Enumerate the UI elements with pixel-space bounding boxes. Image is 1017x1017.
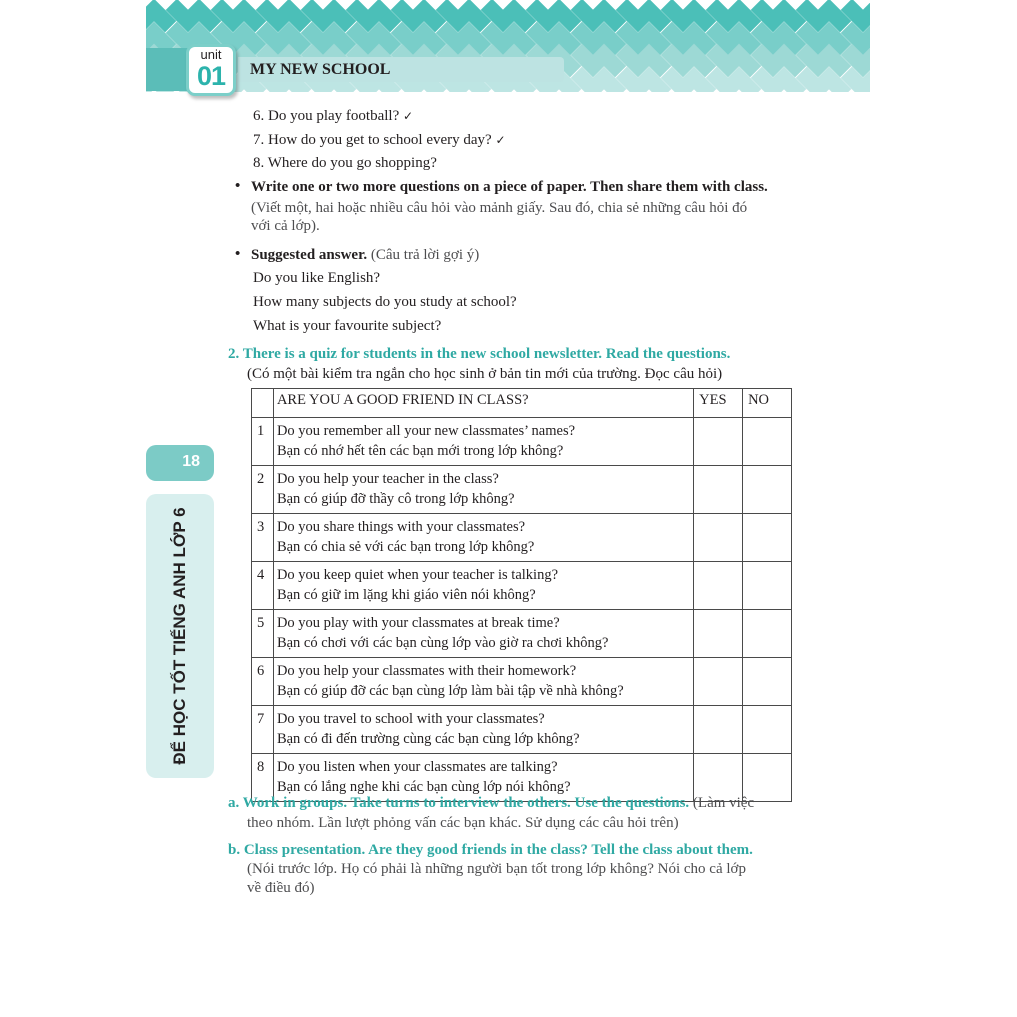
book-title-tab bbox=[146, 494, 214, 778]
no-answer-cell[interactable] bbox=[743, 658, 792, 706]
check-icon: ✓ bbox=[402, 109, 414, 123]
row-number: 3 bbox=[252, 514, 274, 562]
unit-title-bar bbox=[238, 57, 564, 82]
question-text: 8. Where do you go shopping? bbox=[253, 155, 437, 171]
page-number: 18 bbox=[182, 453, 200, 470]
suggested-translation: (Câu trả lời gợi ý) bbox=[370, 247, 480, 263]
row-number: 8 bbox=[252, 754, 274, 802]
row-question bbox=[273, 514, 693, 562]
question-en: Do you listen when your classmates are talking? bbox=[276, 759, 558, 775]
question-en: Do you keep quiet when your teacher is talking? bbox=[276, 567, 559, 583]
question-en: Do you help your classmates with their homework? bbox=[276, 663, 577, 679]
row-number: 4 bbox=[252, 562, 274, 610]
unit-title: MY NEW SCHOOL bbox=[250, 61, 391, 78]
yes-answer-cell[interactable] bbox=[694, 514, 743, 562]
yes-answer-cell[interactable] bbox=[694, 610, 743, 658]
no-answer-cell[interactable] bbox=[743, 610, 792, 658]
table-row bbox=[252, 466, 792, 514]
suggested-answer-2: How many subjects do you study at school? bbox=[253, 294, 517, 310]
suggested-answer-1: Do you like English? bbox=[253, 270, 381, 286]
book-title: ĐỂ HỌC TỐT TIẾNG ANH LỚP 6 bbox=[170, 507, 189, 765]
row-number: 5 bbox=[252, 610, 274, 658]
row-question bbox=[273, 562, 693, 610]
page-number-tab bbox=[146, 445, 214, 481]
question-en: Do you travel to school with your classmates? bbox=[276, 711, 545, 727]
table-row bbox=[252, 418, 792, 466]
no-answer-cell[interactable] bbox=[743, 562, 792, 610]
yes-answer-cell[interactable] bbox=[694, 706, 743, 754]
no-answer-cell[interactable] bbox=[743, 514, 792, 562]
header-num-cell bbox=[252, 389, 274, 418]
table-row bbox=[252, 658, 792, 706]
check-icon: ✓ bbox=[495, 133, 506, 147]
task-b-instruction: b. Class presentation. Are they good friends in the class? Tell the class about them. bbox=[228, 842, 753, 858]
task-a-translation: theo nhóm. Lần lượt phỏng vấn các bạn khác. Sử dụng các câu hỏi trên) bbox=[247, 815, 679, 831]
yes-answer-cell[interactable] bbox=[694, 562, 743, 610]
yes-answer-cell[interactable] bbox=[694, 418, 743, 466]
table-header-row bbox=[252, 389, 792, 418]
question-item-8 bbox=[253, 154, 437, 172]
exercise-2-translation: (Có một bài kiểm tra ngắn cho học sinh ở bản tin mới của trường. Đọc câu hỏi) bbox=[247, 366, 723, 382]
row-question bbox=[273, 706, 693, 754]
header-no-cell: NO bbox=[743, 389, 792, 418]
question-vi: Bạn có lắng nghe khi các bạn cùng lớp nói không? bbox=[276, 779, 571, 795]
question-vi: Bạn có nhớ hết tên các bạn mới trong lớp không? bbox=[276, 443, 564, 459]
question-en: Do you share things with your classmates? bbox=[276, 519, 526, 535]
quiz-table bbox=[251, 388, 792, 802]
write-task-translation-1: (Viết một, hai hoặc nhiều câu hỏi vào mảnh giấy. Sau đó, chia sẻ những câu hỏi đó bbox=[251, 200, 748, 216]
table-row bbox=[252, 562, 792, 610]
write-task-instruction: Write one or two more questions on a piece of paper. Then share them with class. bbox=[251, 179, 768, 195]
unit-number: 01 bbox=[196, 61, 226, 91]
task-b-translation-2: về điều đó) bbox=[247, 880, 315, 896]
row-question bbox=[273, 418, 693, 466]
write-task-translation-2: với cả lớp). bbox=[251, 218, 320, 234]
task-a-instruction: a. Work in groups. Take turns to interview the others. Use the questions. bbox=[228, 795, 690, 811]
task-a-line-1 bbox=[228, 794, 754, 812]
question-text: 7. How do you get to school every day? bbox=[253, 132, 492, 148]
question-vi: Bạn có giúp đỡ các bạn cùng lớp làm bài tập về nhà không? bbox=[276, 683, 624, 699]
table-row bbox=[252, 610, 792, 658]
question-vi: Bạn có chia sẻ với các bạn trong lớp không? bbox=[276, 539, 535, 555]
row-question bbox=[273, 610, 693, 658]
question-vi: Bạn có chơi với các bạn cùng lớp vào giờ ra chơi không? bbox=[276, 635, 609, 651]
exercise-2-title: 2. There is a quiz for students in the new school newsletter. Read the questions. bbox=[228, 346, 731, 362]
no-answer-cell[interactable] bbox=[743, 466, 792, 514]
yes-answer-cell[interactable] bbox=[694, 658, 743, 706]
row-number: 7 bbox=[252, 706, 274, 754]
question-item-7 bbox=[253, 131, 506, 149]
question-vi: Bạn có giúp đỡ thầy cô trong lớp không? bbox=[276, 491, 515, 507]
suggested-answer-3: What is your favourite subject? bbox=[253, 318, 442, 334]
task-a-translation-start: (Làm việc bbox=[689, 795, 755, 811]
unit-label: unit bbox=[200, 47, 222, 62]
question-en: Do you play with your classmates at break time? bbox=[276, 615, 560, 631]
bullet-icon: • bbox=[235, 246, 241, 262]
unit-badge bbox=[186, 44, 236, 96]
header-yes-cell: YES bbox=[694, 389, 743, 418]
question-vi: Bạn có giữ im lặng khi giáo viên nói không? bbox=[276, 587, 536, 603]
row-question bbox=[273, 658, 693, 706]
no-answer-cell[interactable] bbox=[743, 418, 792, 466]
question-en: Do you help your teacher in the class? bbox=[276, 471, 499, 487]
table-row bbox=[252, 514, 792, 562]
row-number: 6 bbox=[252, 658, 274, 706]
header-question-cell: ARE YOU A GOOD FRIEND IN CLASS? bbox=[273, 389, 693, 418]
yes-answer-cell[interactable] bbox=[694, 466, 743, 514]
row-question bbox=[273, 466, 693, 514]
task-b-translation-1: (Nói trước lớp. Họ có phải là những người bạn tốt trong lớp không? Nói cho cả lớp bbox=[247, 861, 746, 877]
question-item-6 bbox=[253, 107, 413, 125]
bullet-icon: • bbox=[235, 178, 241, 194]
table-row bbox=[252, 706, 792, 754]
question-vi: Bạn có đi đến trường cùng các bạn cùng lớp không? bbox=[276, 731, 580, 747]
question-text: 6. Do you play football? bbox=[253, 108, 400, 124]
row-number: 1 bbox=[252, 418, 274, 466]
suggested-answer-heading bbox=[251, 246, 479, 264]
no-answer-cell[interactable] bbox=[743, 706, 792, 754]
question-en: Do you remember all your new classmates’ names? bbox=[276, 423, 576, 439]
row-number: 2 bbox=[252, 466, 274, 514]
suggested-label: Suggested answer. bbox=[251, 247, 368, 263]
